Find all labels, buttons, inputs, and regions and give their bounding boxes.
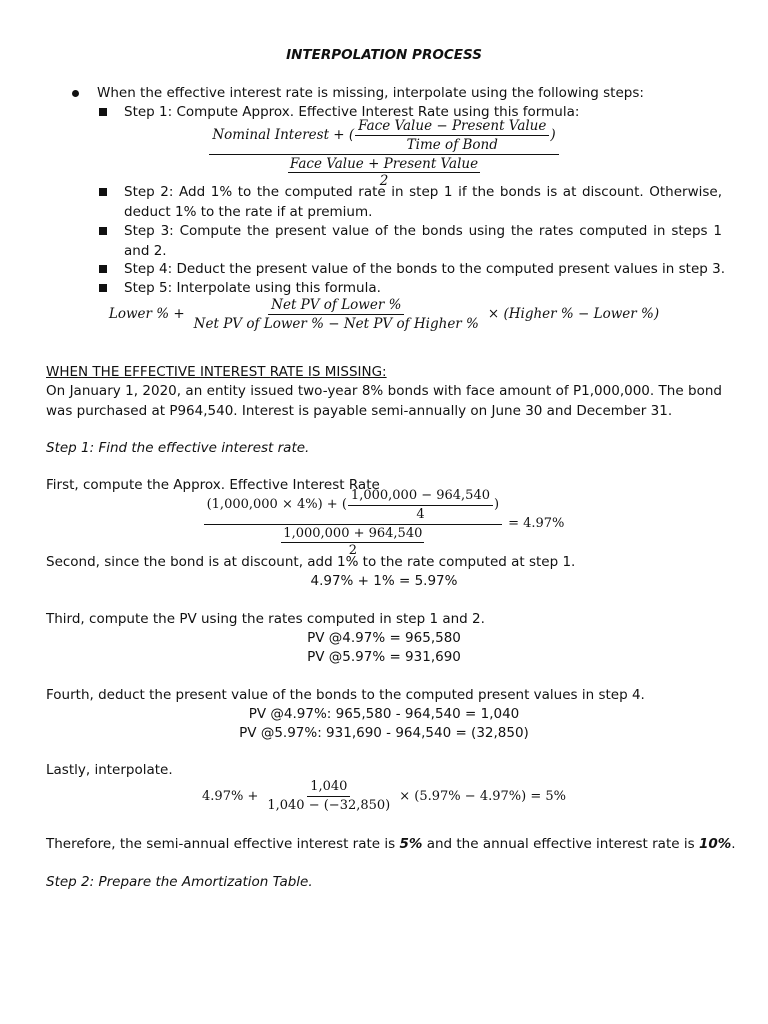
calc2-lead: 4.97% + [202, 788, 259, 804]
calc1-inner-numerator: 1,000,000 − 964,540 [348, 488, 493, 506]
conclusion-part: and the annual effective interest rate is [422, 836, 699, 852]
pv-at-4-97: PV @4.97% = 965,580 [307, 630, 461, 646]
square-bullet [99, 265, 107, 273]
approx-rate-formula [0, 117, 768, 189]
first-text: First, compute the Approx. Effective Interest Rate [46, 477, 380, 493]
formula2-lead: Lower % + [108, 306, 185, 322]
second-calc: 4.97% + 1% = 5.97% [310, 573, 458, 589]
problem-text: On January 1, 2020, an entity issued two-year 8% bonds with face amount of P1,000,000. The bond was purchased at P964,540. Interest is payable semi-annually on June 30 and December 31. [46, 383, 722, 419]
section-heading: WHEN THE EFFECTIVE INTEREST RATE IS MISSING: [46, 364, 387, 380]
step-1-text: Step 1: Compute Approx. Effective Interest Rate using this formula: [124, 104, 580, 120]
second-text: Second, since the bond is at discount, add 1% to the rate computed at step 1. [46, 554, 576, 570]
step-3-text: Step 3: Compute the present value of the bonds using the rates computed in steps 1 and 2. [124, 223, 722, 259]
formula2-denominator: Net PV of Lower % − Net PV of Higher % [193, 315, 479, 332]
formula1-close: ) [550, 127, 556, 143]
step-5-text: Step 5: Interpolate using this formula. [124, 280, 381, 296]
annual-rate: 10% [698, 836, 732, 852]
formula1-inner-numerator: Face Value − Present Value [355, 118, 549, 136]
calc2-denominator: 1,040 − (−32,850) [267, 797, 391, 813]
square-bullet [99, 227, 107, 235]
third-text: Third, compute the PV using the rates computed in step 1 and 2. [46, 611, 485, 627]
page-title: INTERPOLATION PROCESS [286, 47, 482, 63]
formula1-denominator: Face Value + Present Value [289, 155, 479, 172]
semi-annual-rate: 5% [399, 836, 423, 852]
formula1-denominator-2: 2 [379, 172, 389, 189]
interpolation-calculation [0, 776, 768, 816]
calc2-numerator: 1,040 [307, 779, 350, 797]
calc1-lead: (1,000,000 × 4%) + ( [206, 497, 347, 512]
calc2-tail: × (5.97% − 4.97%) = 5% [399, 788, 566, 804]
calc1-result: = 4.97% [508, 515, 565, 531]
fourth-text: Fourth, deduct the present value of the bonds to the computed present values in step 4. [46, 687, 645, 703]
conclusion-text [46, 834, 736, 854]
square-bullet [99, 108, 107, 116]
square-bullet [99, 284, 107, 292]
interpolation-formula [0, 294, 768, 334]
intro-text: When the effective interest rate is missing, interpolate using the following steps: [97, 85, 644, 101]
lastly-text: Lastly, interpolate. [46, 762, 173, 778]
formula2-tail: × (Higher % − Lower %) [487, 306, 660, 322]
calc1-denominator: 1,000,000 + 964,540 [283, 525, 423, 541]
conclusion-part: . [731, 836, 736, 852]
step-4-text: Step 4: Deduct the present value of the bonds to the computed present values in step 3. [124, 261, 726, 277]
approx-rate-calculation [0, 487, 768, 558]
square-bullet [99, 188, 107, 196]
diff-at-4-97: PV @4.97%: 965,580 - 964,540 = 1,040 [248, 706, 520, 722]
step2-heading: Step 2: Prepare the Amortization Table. [46, 874, 313, 890]
step-2-text: Step 2: Add 1% to the computed rate in step 1 if the bonds is at discount. Otherwise, deduct 1% to the rate if at premium. [124, 184, 722, 220]
conclusion-part: Therefore, the semi-annual effective interest rate is [46, 836, 400, 852]
pv-at-5-97: PV @5.97% = 931,690 [307, 649, 461, 665]
formula1-lead: Nominal Interest + ( [212, 127, 355, 143]
formula2-numerator: Net PV of Lower % [268, 297, 404, 315]
calc1-close: ) [494, 497, 500, 512]
calc1-denominator-2: 2 [348, 542, 357, 558]
formula1-inner-denominator: Time of Bond [406, 136, 498, 153]
calc1-inner-denominator: 4 [416, 506, 425, 522]
bullet-dot [72, 90, 79, 97]
diff-at-5-97: PV @5.97%: 931,690 - 964,540 = (32,850) [239, 725, 529, 741]
step1-heading: Step 1: Find the effective interest rate. [46, 440, 310, 456]
